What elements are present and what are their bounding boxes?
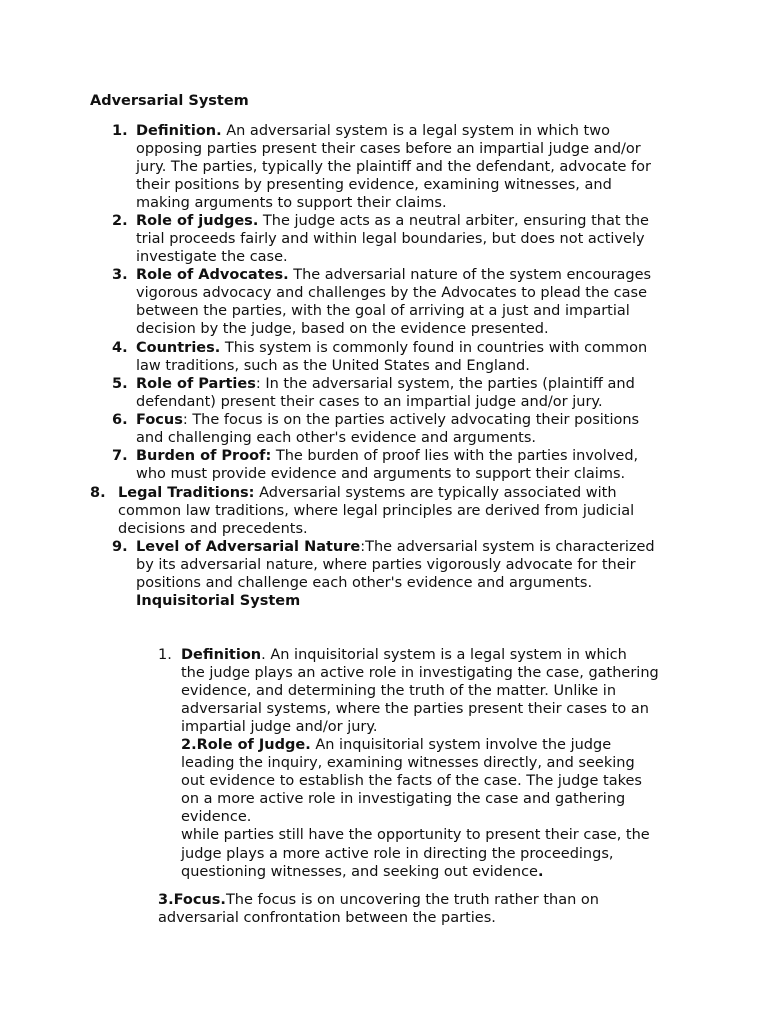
item-heading: 2.Role of Judge.	[181, 737, 311, 753]
item-text	[136, 339, 696, 375]
item-number: 1.	[158, 647, 172, 663]
item-body: The adversarial nature of the system encourages vigorous advocacy and challenges by the Advocates to plead the case between the parties, with the goal of arriving at a just and impartial decision by the judge, based on the evidence presented.	[136, 267, 652, 338]
item-heading: Legal Traditions:	[118, 485, 255, 501]
item-heading: Definition	[181, 647, 262, 663]
item-heading: Burden of Proof:	[136, 448, 272, 464]
item-number: 4.	[112, 340, 128, 356]
item-text	[181, 736, 701, 881]
item-body: . An inquisitorial system is a legal system in which the judge plays an active role in investigating the case, gathering evidence, and determining the truth of the matter. Unlike in adversarial systems, where the parties present their cases to an impartial judge and/or jury.	[181, 647, 659, 736]
inquisitorial-heading: Inquisitorial System	[136, 593, 301, 609]
item-text	[181, 646, 701, 736]
item-body: The focus is on uncovering the truth rather than on adversarial confrontation between the parties.	[158, 892, 599, 927]
item-text	[136, 447, 696, 483]
item-heading: Definition.	[136, 123, 222, 139]
item-text	[136, 212, 696, 266]
item-body: : In the adversarial system, the parties (plaintiff and defendant) present their cases to an impartial judge and/or jury.	[136, 376, 635, 411]
item-body: The judge acts as a neutral arbiter, ensuring that the trial proceeds fairly and within legal boundaries, but does not actively investigate the case.	[136, 213, 649, 266]
item-body: An inquisitorial system involve the judge leading the inquiry, examining witnesses directly, and seeking out evidence to establish the facts of the case. The judge takes on a more active role in investigating the case and gathering evidence. while parties still have the opportunity to present their case, the judge plays a more active role in directing the proceedings, questioning witnesses, and seeking out evidence	[181, 737, 650, 880]
item-heading: Role of Parties	[136, 376, 256, 392]
item-number: 1.	[112, 123, 128, 139]
adversarial-heading: Adversarial System	[90, 93, 249, 109]
item-body: Adversarial systems are typically associated with common law traditions, where legal principles are derived from judicial decisions and precedents.	[118, 485, 635, 538]
item-body: An adversarial system is a legal system in which two opposing parties present their cases before an impartial judge and/or jury. The parties, typically the plaintiff and the defendant, advocate for their positions by presenting evidence, examining witnesses, and making arguments to support their claims.	[136, 123, 651, 212]
item-text	[136, 266, 696, 338]
item-number: 3.	[112, 267, 128, 283]
item-text	[136, 538, 696, 592]
item-heading: Focus	[136, 412, 183, 428]
item-text	[136, 122, 696, 212]
item-heading: Role of judges.	[136, 213, 259, 229]
item-body: :The adversarial system is characterized by its adversarial nature, where parties vigorously advocate for their positions and challenge each other's evidence and arguments.	[136, 539, 655, 592]
item-number: 7.	[112, 448, 128, 464]
item-number: 5.	[112, 376, 128, 392]
item-number: 6.	[112, 412, 128, 428]
item-text	[136, 411, 696, 447]
item-number: 8.	[90, 485, 106, 501]
item-body: The burden of proof lies with the parties involved, who must provide evidence and arguments to support their claims.	[136, 448, 639, 483]
item-body: : The focus is on the parties actively advocating their positions and challenging each other's evidence and arguments.	[136, 412, 640, 447]
item-text	[158, 891, 698, 927]
item-heading: 3.Focus.	[158, 892, 226, 908]
item-end-period: .	[537, 863, 544, 880]
item-number: 9.	[112, 539, 128, 555]
item-body: This system is commonly found in countries with common law traditions, such as the United States and England.	[136, 340, 648, 375]
item-heading: Role of Advocates.	[136, 267, 289, 283]
item-text	[136, 375, 696, 411]
item-text	[118, 484, 698, 538]
item-number: 2.	[112, 213, 128, 229]
item-heading: Level of Adversarial Nature	[136, 539, 361, 555]
item-heading: Countries.	[136, 340, 221, 356]
